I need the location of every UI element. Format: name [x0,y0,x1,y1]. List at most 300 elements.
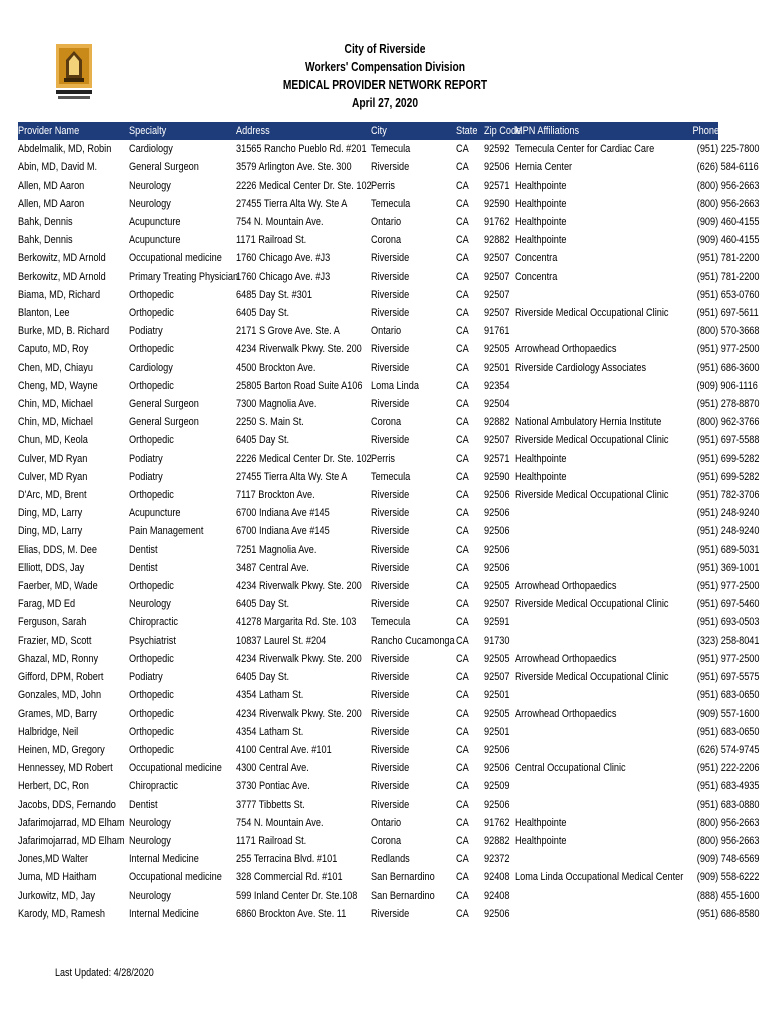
address-cell: 4234 Riverwalk Pkwy. Ste. 200 [236,580,362,593]
provider-name-cell: Jafarimojarrad, MD Elham [18,834,125,847]
table-row [18,668,718,686]
city-cell: Perris [371,452,395,465]
state-cell: CA [456,398,469,411]
city-cell: Riverside [371,725,410,738]
mpn-affiliation-cell: Riverside Medical Occupational Clinic [515,307,669,320]
zip-code-cell: 92506 [484,743,510,756]
provider-name-cell: Chin, MD, Michael [18,398,93,411]
address-cell: 754 N. Mountain Ave. [236,816,324,829]
state-cell: CA [456,307,469,320]
specialty-cell: Acupuncture [129,234,181,247]
city-cell: Riverside [371,398,410,411]
zip-code-cell: 92505 [484,343,510,356]
specialty-cell: Orthopedic [129,743,174,756]
table-header-row [18,122,718,140]
table-row [18,268,718,286]
state-cell: CA [456,216,469,229]
state-cell: CA [456,634,469,647]
city-cell: Riverside [371,907,410,920]
table-row [18,395,718,413]
column-header-specialty: Specialty [129,122,236,140]
mpn-affiliation-cell [515,504,683,522]
state-cell: CA [456,834,469,847]
city-cell: Riverside [371,252,410,265]
specialty-cell: General Surgeon [129,416,199,429]
mpn-affiliation-cell: Healthpointe [515,816,567,829]
address-cell: 7300 Magnolia Ave. [236,398,317,411]
mpn-affiliation-cell [515,796,683,814]
mpn-affiliation-cell: Loma Linda Occupational Medical Center [515,871,684,884]
provider-name-cell: Caputo, MD, Roy [18,343,89,356]
state-cell: CA [456,434,469,447]
state-cell: CA [456,652,469,665]
state-cell: CA [456,197,469,210]
mpn-affiliation-cell: Healthpointe [515,197,567,210]
city-cell: Temecula [371,197,411,210]
city-cell: Riverside [371,507,410,520]
column-header-address: Address [236,122,371,140]
specialty-cell: Chiropractic [129,616,178,629]
provider-name-cell: Chin, MD, Michael [18,416,93,429]
city-cell: Riverside [371,762,410,775]
table-row [18,577,718,595]
specialty-cell: Orthopedic [129,379,174,392]
mpn-affiliation-cell: Concentra [515,270,558,283]
mpn-affiliation-cell [515,322,683,340]
zip-code-cell: 92505 [484,652,510,665]
specialty-cell: Dentist [129,561,158,574]
city-cell: Riverside [371,798,410,811]
phone-cell: (951) 782-3706 [696,489,760,502]
mpn-affiliation-cell: Hernia Center [515,161,573,174]
state-cell: CA [456,907,469,920]
table-row [18,868,718,886]
zip-code-cell: 92506 [484,561,510,574]
mpn-affiliation-cell: Healthpointe [515,179,567,192]
zip-code-cell: 92506 [484,525,510,538]
state-cell: CA [456,762,469,775]
state-cell: CA [456,798,469,811]
city-cell: Riverside [371,288,410,301]
address-cell: 4100 Central Ave. #101 [236,743,332,756]
table-row [18,158,718,176]
specialty-cell: Internal Medicine [129,907,199,920]
state-cell: CA [456,416,469,429]
mpn-affiliation-cell [515,777,683,795]
address-cell: 6405 Day St. [236,598,290,611]
zip-code-cell: 92506 [484,798,510,811]
provider-name-cell: Elias, DDS, M. Dee [18,543,98,556]
zip-code-cell: 91762 [484,216,510,229]
city-cell: Riverside [371,580,410,593]
provider-name-cell: Halbridge, Neil [18,725,79,738]
address-cell: 3730 Pontiac Ave. [236,780,310,793]
zip-code-cell: 92506 [484,161,510,174]
zip-code-cell: 91762 [484,816,510,829]
provider-name-cell: Frazier, MD, Scott [18,634,92,647]
provider-name-cell: Ding, MD, Larry [18,525,83,538]
address-cell: 2250 S. Main St. [236,416,304,429]
mpn-affiliation-cell: Riverside Cardiology Associates [515,361,647,374]
provider-name-cell: Gifford, DPM, Robert [18,671,104,684]
zip-code-cell: 92507 [484,671,510,684]
address-cell: 7117 Brockton Ave. [236,489,315,502]
phone-cell: (800) 570-3668 [696,325,760,338]
provider-name-cell: Chun, MD, Keola [18,434,88,447]
mpn-affiliation-cell: Concentra [515,252,558,265]
table-row [18,887,718,905]
zip-code-cell: 92882 [484,416,510,429]
phone-cell: (951) 697-5460 [696,598,760,611]
table-row [18,231,718,249]
mpn-affiliation-cell: Healthpointe [515,216,567,229]
provider-name-cell: Jafarimojarrad, MD Elham [18,816,125,829]
provider-name-cell: Ferguson, Sarah [18,616,87,629]
phone-cell: (951) 781-2200 [696,270,760,283]
provider-name-cell: Allen, MD Aaron [18,197,85,210]
mpn-affiliation-cell: Riverside Medical Occupational Clinic [515,671,669,684]
state-cell: CA [456,343,469,356]
table-row [18,613,718,631]
address-cell: 2226 Medical Center Dr. Ste. 102 [236,179,372,192]
provider-name-cell: Culver, MD Ryan [18,452,88,465]
phone-cell: (951) 977-2500 [696,580,760,593]
phone-cell: (800) 956-2663 [696,834,760,847]
address-cell: 6860 Brockton Ave. Ste. 11 [236,907,347,920]
zip-code-cell: 91730 [484,634,510,647]
city-cell: Riverside [371,561,410,574]
mpn-affiliation-cell: Arrowhead Orthopaedics [515,580,617,593]
table-row [18,850,718,868]
state-cell: CA [456,543,469,556]
provider-name-cell: Abdelmalik, MD, Robin [18,143,112,156]
table-row [18,140,718,158]
state-cell: CA [456,707,469,720]
table-row [18,195,718,213]
zip-code-cell: 92505 [484,580,510,593]
specialty-cell: Cardiology [129,361,173,374]
address-cell: 754 N. Mountain Ave. [236,216,324,229]
phone-cell: (951) 697-5575 [696,671,760,684]
phone-cell: (909) 558-6222 [696,871,760,884]
phone-cell: (951) 248-9240 [696,525,760,538]
address-cell: 27455 Tierra Alta Wy. Ste A [236,470,348,483]
provider-name-cell: Burke, MD, B. Richard [18,325,110,338]
state-cell: CA [456,616,469,629]
zip-code-cell: 92506 [484,907,510,920]
state-cell: CA [456,288,469,301]
address-cell: 328 Commercial Rd. #101 [236,871,343,884]
table-row [18,504,718,522]
specialty-cell: Orthopedic [129,489,174,502]
phone-cell: (951) 686-3600 [696,361,760,374]
last-updated: Last Updated: 4/28/2020 [55,967,154,979]
city-cell: Riverside [371,780,410,793]
zip-code-cell: 92506 [484,543,510,556]
phone-cell: (951) 697-5588 [696,434,760,447]
provider-name-cell: Jones,MD Walter [18,853,89,866]
city-cell: Loma Linda [371,379,419,392]
table-row [18,814,718,832]
phone-cell: (800) 956-2663 [696,179,760,192]
table-row [18,705,718,723]
state-cell: CA [456,816,469,829]
table-row [18,741,718,759]
zip-code-cell: 92507 [484,270,510,283]
phone-cell: (909) 460-4155 [696,216,760,229]
city-cell: Temecula [371,470,411,483]
mpn-affiliation-cell [515,905,683,923]
column-header-provider-name: Provider Name [18,122,129,140]
provider-name-cell: D'Arc, MD, Brent [18,489,87,502]
provider-name-cell: Blanton, Lee [18,307,70,320]
city-cell: Riverside [371,707,410,720]
mpn-affiliation-cell: Riverside Medical Occupational Clinic [515,434,669,447]
zip-code-cell: 92408 [484,871,510,884]
table-row [18,468,718,486]
mpn-affiliation-cell: Healthpointe [515,834,567,847]
table-row [18,777,718,795]
address-cell: 1760 Chicago Ave. #J3 [236,252,331,265]
city-cell: Riverside [371,434,410,447]
phone-cell: (951) 977-2500 [696,652,760,665]
provider-name-cell: Elliott, DDS, Jay [18,561,85,574]
mpn-affiliation-cell: Healthpointe [515,452,567,465]
table-row [18,686,718,704]
table-row [18,905,718,923]
specialty-cell: Orthopedic [129,652,174,665]
provider-name-cell: Cheng, MD, Wayne [18,379,98,392]
zip-code-cell: 92506 [484,489,510,502]
address-cell: 6485 Day St. #301 [236,288,313,301]
table-row [18,340,718,358]
phone-cell: (951) 225-7800 [696,143,760,156]
table-row [18,541,718,559]
state-cell: CA [456,743,469,756]
table-row [18,304,718,322]
zip-code-cell: 92506 [484,507,510,520]
state-cell: CA [456,361,469,374]
state-cell: CA [456,689,469,702]
specialty-cell: Occupational medicine [129,252,222,265]
zip-code-cell: 92571 [484,452,510,465]
address-cell: 4300 Central Ave. [236,762,309,775]
state-cell: CA [456,143,469,156]
address-cell: 27455 Tierra Alta Wy. Ste A [236,197,348,210]
phone-cell: (909) 557-1600 [696,707,760,720]
table-row [18,759,718,777]
city-cell: Riverside [371,543,410,556]
phone-cell: (951) 977-2500 [696,343,760,356]
mpn-affiliation-cell: Central Occupational Clinic [515,762,626,775]
city-cell: Corona [371,416,402,429]
table-row [18,522,718,540]
table-row [18,177,718,195]
header-report-title: MEDICAL PROVIDER NETWORK REPORT [282,78,488,92]
specialty-cell: Podiatry [129,325,163,338]
state-cell: CA [456,525,469,538]
state-cell: CA [456,179,469,192]
specialty-cell: Internal Medicine [129,853,199,866]
provider-name-cell: Ding, MD, Larry [18,507,83,520]
provider-name-cell: Ghazal, MD, Ronny [18,652,99,665]
address-cell: 7251 Magnolia Ave. [236,543,317,556]
mpn-affiliation-cell: Arrowhead Orthopaedics [515,707,617,720]
provider-name-cell: Culver, MD Ryan [18,470,88,483]
provider-name-cell: Grames, MD, Barry [18,707,98,720]
address-cell: 25805 Barton Road Suite A106 [236,379,363,392]
table-row [18,796,718,814]
zip-code-cell: 92507 [484,288,510,301]
table-row [18,486,718,504]
city-cell: Riverside [371,598,410,611]
phone-cell: (909) 460-4155 [696,234,760,247]
phone-cell: (909) 748-6569 [696,853,760,866]
phone-cell: (951) 653-0760 [696,288,760,301]
mpn-affiliation-cell [515,613,683,631]
state-cell: CA [456,270,469,283]
table-row [18,431,718,449]
specialty-cell: Psychiatrist [129,634,176,647]
zip-code-cell: 92504 [484,398,510,411]
address-cell: 6405 Day St. [236,671,290,684]
specialty-cell: Neurology [129,889,171,902]
zip-code-cell: 92507 [484,434,510,447]
column-header-city: City [371,122,456,140]
mpn-affiliation-cell [515,559,683,577]
mpn-affiliation-cell [515,887,683,905]
address-cell: 4500 Brockton Ave. [236,361,316,374]
provider-name-cell: Allen, MD Aaron [18,179,85,192]
zip-code-cell: 91761 [484,325,510,338]
mpn-affiliation-cell: Healthpointe [515,470,567,483]
specialty-cell: Orthopedic [129,707,174,720]
provider-name-cell: Berkowitz, MD Arnold [18,252,106,265]
address-cell: 4354 Latham St. [236,689,304,702]
mpn-affiliation-cell [515,377,683,395]
city-cell: Ontario [371,325,402,338]
table-body [18,140,760,923]
phone-cell: (951) 699-5282 [696,452,760,465]
address-cell: 4234 Riverwalk Pkwy. Ste. 200 [236,343,362,356]
city-cell: Ontario [371,216,402,229]
city-cell: Riverside [371,652,410,665]
specialty-cell: Neurology [129,598,171,611]
city-cell: Redlands [371,853,410,866]
address-cell: 3487 Central Ave. [236,561,309,574]
provider-name-cell: Hennessey, MD Robert [18,762,113,775]
city-cell: Corona [371,834,402,847]
zip-code-cell: 92571 [484,179,510,192]
zip-code-cell: 92408 [484,889,510,902]
mpn-affiliation-cell [515,522,683,540]
state-cell: CA [456,489,469,502]
specialty-cell: General Surgeon [129,398,199,411]
phone-cell: (626) 574-9745 [696,743,760,756]
address-cell: 1171 Railroad St. [236,834,307,847]
mpn-affiliation-cell [515,395,683,413]
column-header-mpn-affiliations: MPN Affiliations [515,122,683,140]
phone-cell: (951) 683-0650 [696,689,760,702]
address-cell: 31565 Rancho Pueblo Rd. #201 [236,143,367,156]
state-cell: CA [456,725,469,738]
specialty-cell: Cardiology [129,143,173,156]
header-division: Workers' Compensation Division [304,60,466,74]
table-row [18,832,718,850]
phone-cell: (626) 584-6116 [696,161,759,174]
state-cell: CA [456,853,469,866]
city-cell: Riverside [371,161,410,174]
phone-cell: (800) 962-3766 [696,416,760,429]
specialty-cell: Orthopedic [129,725,174,738]
city-cell: Riverside [371,689,410,702]
zip-code-cell: 92507 [484,598,510,611]
provider-name-cell: Juma, MD Haitham [18,871,97,884]
specialty-cell: Neurology [129,816,171,829]
mpn-affiliation-cell [515,850,683,868]
provider-name-cell: Bahk, Dennis [18,234,73,247]
state-cell: CA [456,234,469,247]
phone-cell: (951) 693-0503 [696,616,760,629]
city-cell: San Bernardino [371,871,435,884]
specialty-cell: Dentist [129,543,158,556]
mpn-affiliation-cell: National Ambulatory Hernia Institute [515,416,662,429]
city-cell: Riverside [371,270,410,283]
state-cell: CA [456,871,469,884]
mpn-affiliation-cell: Healthpointe [515,234,567,247]
mpn-affiliation-cell: Riverside Medical Occupational Clinic [515,598,669,611]
address-cell: 10837 Laurel St. #204 [236,634,327,647]
table-row [18,595,718,613]
table-row [18,632,718,650]
header-date: April 27, 2020 [351,96,419,110]
phone-cell: (951) 689-5031 [696,543,760,556]
zip-code-cell: 92501 [484,361,510,374]
address-cell: 6405 Day St. [236,434,290,447]
table-row [18,723,718,741]
provider-name-cell: Heinen, MD, Gregory [18,743,105,756]
phone-cell: (951) 781-2200 [696,252,760,265]
state-cell: CA [456,598,469,611]
state-cell: CA [456,325,469,338]
mpn-affiliation-cell: Riverside Medical Occupational Clinic [515,489,669,502]
city-cell: Riverside [371,343,410,356]
provider-name-cell: Faerber, MD, Wade [18,580,98,593]
table-row [18,322,718,340]
state-cell: CA [456,780,469,793]
address-cell: 2226 Medical Center Dr. Ste. 102 [236,452,372,465]
zip-code-cell: 92501 [484,689,510,702]
provider-name-cell: Biama, MD, Richard [18,288,101,301]
provider-name-cell: Abin, MD, David M. [18,161,98,174]
specialty-cell: Occupational medicine [129,762,222,775]
table-row [18,359,718,377]
table-row [18,450,718,468]
mpn-affiliation-cell: Arrowhead Orthopaedics [515,343,617,356]
phone-cell: (951) 686-8580 [696,907,760,920]
address-cell: 4354 Latham St. [236,725,304,738]
zip-code-cell: 92507 [484,307,510,320]
specialty-cell: Dentist [129,798,158,811]
city-cell: Perris [371,179,395,192]
mpn-affiliation-cell: Temecula Center for Cardiac Care [515,143,655,156]
specialty-cell: Neurology [129,197,171,210]
table-row [18,377,718,395]
address-cell: 1171 Railroad St. [236,234,307,247]
specialty-cell: Orthopedic [129,288,174,301]
phone-cell: (951) 222-2206 [696,762,760,775]
specialty-cell: Neurology [129,834,171,847]
